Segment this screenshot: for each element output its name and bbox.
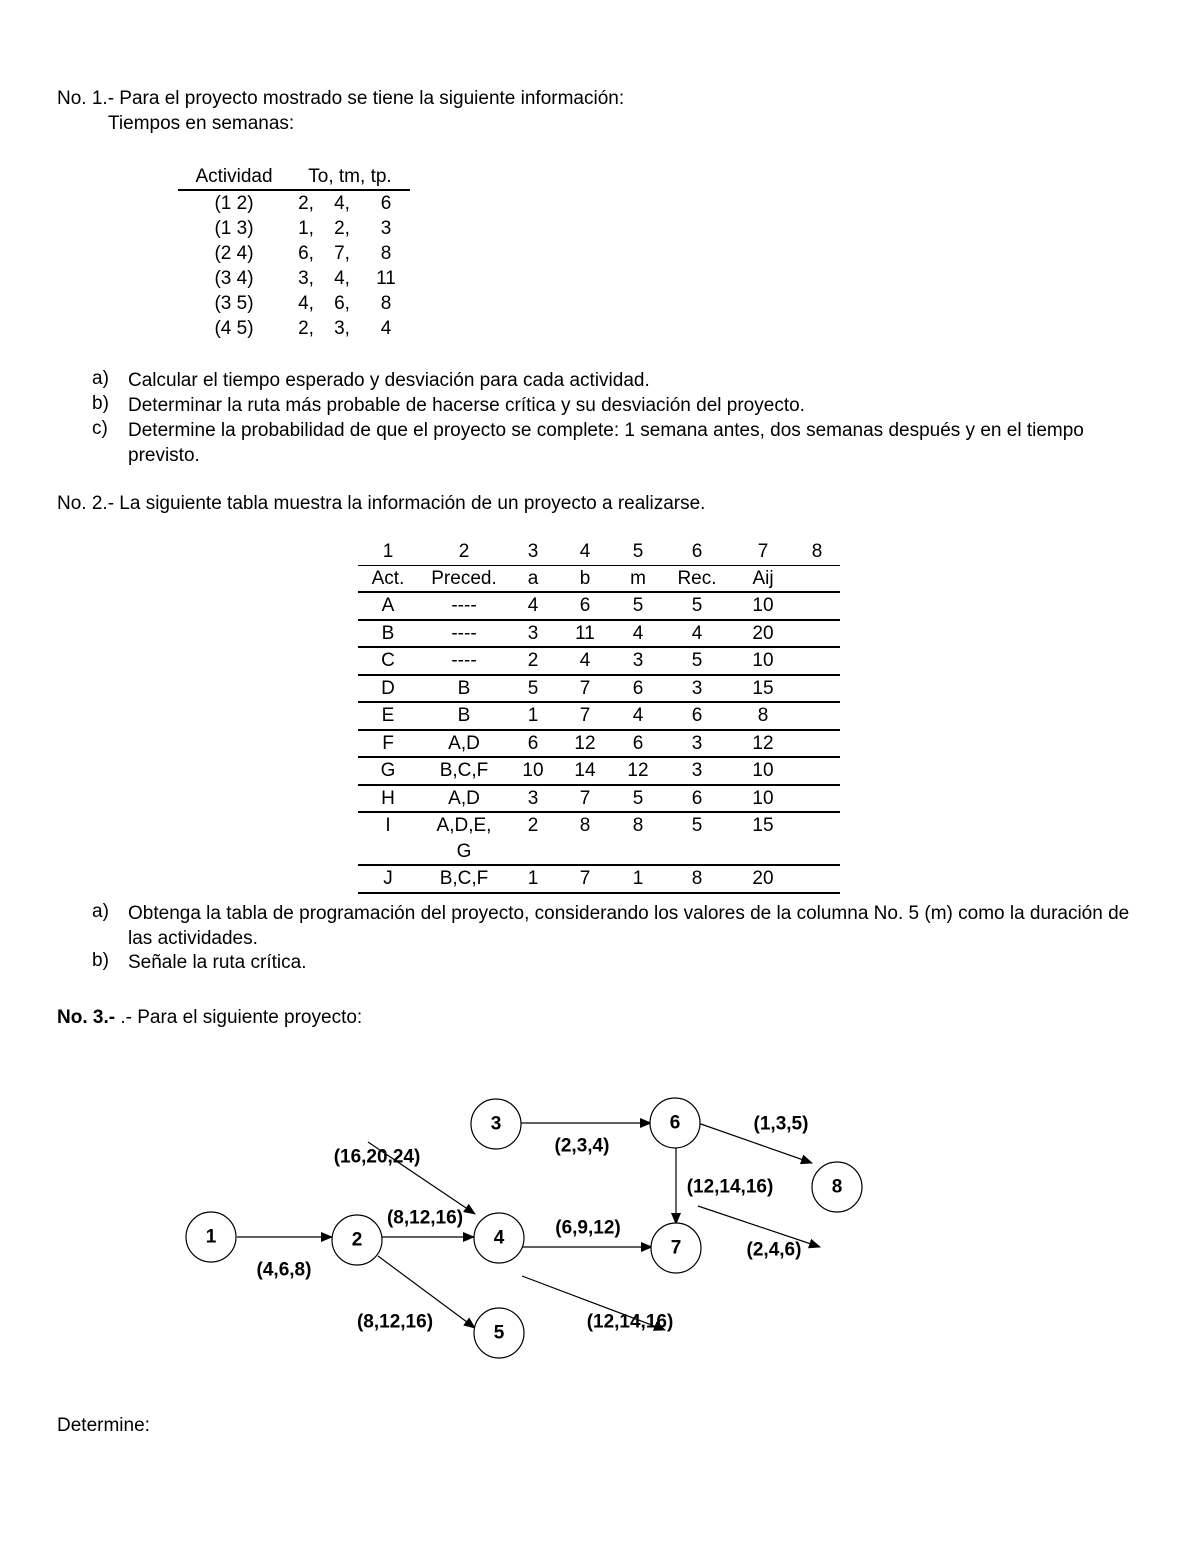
- table-cell: 7,: [334, 243, 350, 264]
- table-header-cell: m: [614, 565, 662, 592]
- table-cell: A,D,E,: [436, 815, 492, 836]
- table-cell: 3,: [334, 318, 350, 339]
- list-text: Obtenga la tabla de programación del proyecto, considerando los valores de la columna No. 5 (m) como la duración de las actividades.: [128, 903, 1130, 949]
- list-label: a): [92, 901, 109, 922]
- table-cell: 5: [614, 592, 662, 620]
- edge-label: (1,3,5): [753, 1113, 809, 1135]
- list-label: a): [92, 368, 109, 389]
- table-cell: 2,: [298, 318, 314, 339]
- table-cell: 2: [527, 815, 539, 836]
- table-cell: 6: [510, 730, 556, 758]
- problem-2-heading: No. 2.- La siguiente tabla muestra la información de un proyecto a realizarse.: [57, 493, 706, 514]
- table-cell: 7: [556, 702, 614, 730]
- table-cell: 2: [510, 647, 556, 675]
- table-cell: 12: [556, 730, 614, 758]
- table-cell: 1: [510, 865, 556, 893]
- table-cell: 10: [732, 647, 794, 675]
- table-cell: 3: [662, 730, 732, 758]
- table-cell: (4 5): [214, 318, 254, 339]
- table-cell: 6: [556, 592, 614, 620]
- table-cell: 20: [732, 620, 794, 648]
- edge-label: (16,20,24): [333, 1146, 421, 1168]
- table-cell: 2,: [298, 193, 314, 214]
- table-cell: 4: [662, 620, 732, 648]
- edge-label: (2,4,6): [746, 1239, 802, 1261]
- table-cell: 4: [556, 647, 614, 675]
- table-cell: 2: [418, 539, 510, 565]
- table-cell: 3: [662, 675, 732, 703]
- node-label: 7: [670, 1237, 682, 1259]
- table-cell: 6: [614, 730, 662, 758]
- table-cell: J: [358, 865, 418, 893]
- table-cell: 6: [662, 785, 732, 813]
- table-cell: H: [358, 785, 418, 813]
- table-cell: 3: [614, 647, 662, 675]
- table-cell: I: [385, 815, 391, 836]
- edge-label: (8,12,16): [356, 1311, 434, 1333]
- table-cell: 6: [662, 539, 732, 565]
- table-cell: 8: [579, 815, 591, 836]
- table-cell: 3,: [298, 268, 314, 289]
- table-cell: A,D: [418, 785, 510, 813]
- table-header-cell: a: [510, 565, 556, 592]
- table-cell: 5: [510, 675, 556, 703]
- node-label: 5: [493, 1322, 505, 1344]
- table-cell: 3: [662, 757, 732, 785]
- problem-1-heading: No. 1.- Para el proyecto mostrado se tiene la siguiente información:: [57, 88, 625, 109]
- table-cell: 7: [556, 675, 614, 703]
- list-label: b): [92, 950, 109, 971]
- problem-3-number: No. 3.-: [57, 1007, 116, 1028]
- list-text: Calcular el tiempo esperado y desviación para cada actividad.: [128, 370, 650, 391]
- table-cell: 10: [732, 757, 794, 785]
- table-cell: 8: [794, 539, 840, 565]
- table-cell: 10: [732, 592, 794, 620]
- table-cell: (3 5): [214, 293, 254, 314]
- table-cell: 1: [510, 702, 556, 730]
- table-cell: 8: [732, 702, 794, 730]
- edge-label: (8,12,16): [386, 1207, 464, 1229]
- table-cell: 8: [662, 865, 732, 893]
- list-text: Determine la probabilidad de que el proyecto se complete: 1 semana antes, dos semanas después y en el tiempo previsto.: [128, 420, 1084, 466]
- determine-label: Determine:: [57, 1415, 150, 1436]
- node-label: 8: [831, 1176, 843, 1198]
- table-cell: 1: [358, 539, 418, 565]
- table-cell: 8: [380, 293, 392, 314]
- table-header-cell: Preced.: [418, 565, 510, 592]
- table-cell: 4,: [334, 268, 350, 289]
- table-cell: 3: [510, 785, 556, 813]
- node-label: 1: [205, 1226, 217, 1248]
- table-cell: 2,: [334, 218, 350, 239]
- table-cell: B: [358, 620, 418, 648]
- table-cell: 10: [510, 757, 556, 785]
- edge-label: (6,9,12): [555, 1217, 621, 1239]
- table-header-cell: Rec.: [662, 565, 732, 592]
- list-label: c): [92, 418, 108, 439]
- table-header-cell: Act.: [358, 565, 418, 592]
- edge-label: (2,3,4): [554, 1135, 610, 1157]
- table-cell: (1 3): [214, 218, 254, 239]
- table-cell: 4: [510, 592, 556, 620]
- table-cell: G: [358, 757, 418, 785]
- table-cell: A,D: [418, 730, 510, 758]
- table-cell: 7: [556, 785, 614, 813]
- table-cell: 7: [556, 865, 614, 893]
- table-cell: (1 2): [214, 193, 254, 214]
- table-cell: 4: [614, 620, 662, 648]
- table-cell: 15: [732, 675, 794, 703]
- table-cell: ----: [418, 592, 510, 620]
- table-cell: 6: [614, 675, 662, 703]
- table-cell: 11: [556, 620, 614, 648]
- table-cell: 6,: [334, 293, 350, 314]
- table-cell: 4,: [298, 293, 314, 314]
- edge-label: (12,14,16): [586, 1311, 674, 1333]
- list-label: b): [92, 393, 109, 414]
- table-cell: C: [358, 647, 418, 675]
- table-cell: 5: [691, 815, 703, 836]
- table-cell: 3: [510, 620, 556, 648]
- table-cell: 3: [510, 539, 556, 565]
- table-cell: B,C,F: [418, 757, 510, 785]
- table-cell: B,C,F: [418, 865, 510, 893]
- table-cell: 1: [614, 865, 662, 893]
- problem-1-subheading: Tiempos en semanas:: [108, 113, 295, 134]
- table-cell: 5: [614, 785, 662, 813]
- node-label: 3: [490, 1113, 502, 1135]
- node-label: 4: [493, 1227, 505, 1249]
- edge-label: (12,14,16): [686, 1176, 774, 1198]
- edge-label: (4,6,8): [256, 1259, 312, 1281]
- table-cell: ----: [418, 620, 510, 648]
- table-cell: 4: [556, 539, 614, 565]
- table-header-cell: To, tm, tp.: [290, 164, 410, 190]
- table-header-cell: Aij: [732, 565, 794, 592]
- table-cell: G: [418, 839, 510, 866]
- node-label: 6: [669, 1112, 681, 1134]
- table-cell: 8: [380, 243, 392, 264]
- table-cell: 12: [614, 757, 662, 785]
- table-cell: 5: [662, 592, 732, 620]
- table-cell: B: [418, 702, 510, 730]
- table-cell: 15: [752, 815, 774, 836]
- table-cell: B: [418, 675, 510, 703]
- table-cell: (2 4): [214, 243, 254, 264]
- table-cell: 5: [614, 539, 662, 565]
- table-cell: 6: [380, 193, 392, 214]
- table-cell: 6: [662, 702, 732, 730]
- table-header-cell: Actividad: [178, 164, 290, 190]
- table-cell: 4: [380, 318, 392, 339]
- table-cell: A: [358, 592, 418, 620]
- table-cell: 8: [632, 815, 644, 836]
- list-text: Determinar la ruta más probable de hacerse crítica y su desviación del proyecto.: [128, 395, 805, 416]
- table-cell: 1,: [298, 218, 314, 239]
- table-cell: E: [358, 702, 418, 730]
- table-cell: 12: [732, 730, 794, 758]
- table-cell: 3: [380, 218, 392, 239]
- table-cell: (3 4): [214, 268, 254, 289]
- table-cell: 14: [556, 757, 614, 785]
- table-cell: 10: [732, 785, 794, 813]
- table-header-cell: b: [556, 565, 614, 592]
- table-cell: F: [358, 730, 418, 758]
- list-text: Señale la ruta crítica.: [128, 952, 307, 973]
- table-cell: 4,: [334, 193, 350, 214]
- table-cell: ----: [418, 647, 510, 675]
- table-cell: 6,: [298, 243, 314, 264]
- table-cell: D: [358, 675, 418, 703]
- problem-3-heading-text: .- Para el siguiente proyecto:: [115, 1007, 363, 1028]
- table-cell: 5: [662, 647, 732, 675]
- table-cell: 7: [732, 539, 794, 565]
- table-cell: 4: [614, 702, 662, 730]
- table-cell: 20: [732, 865, 794, 893]
- table-cell: 11: [376, 268, 396, 289]
- node-label: 2: [351, 1229, 363, 1251]
